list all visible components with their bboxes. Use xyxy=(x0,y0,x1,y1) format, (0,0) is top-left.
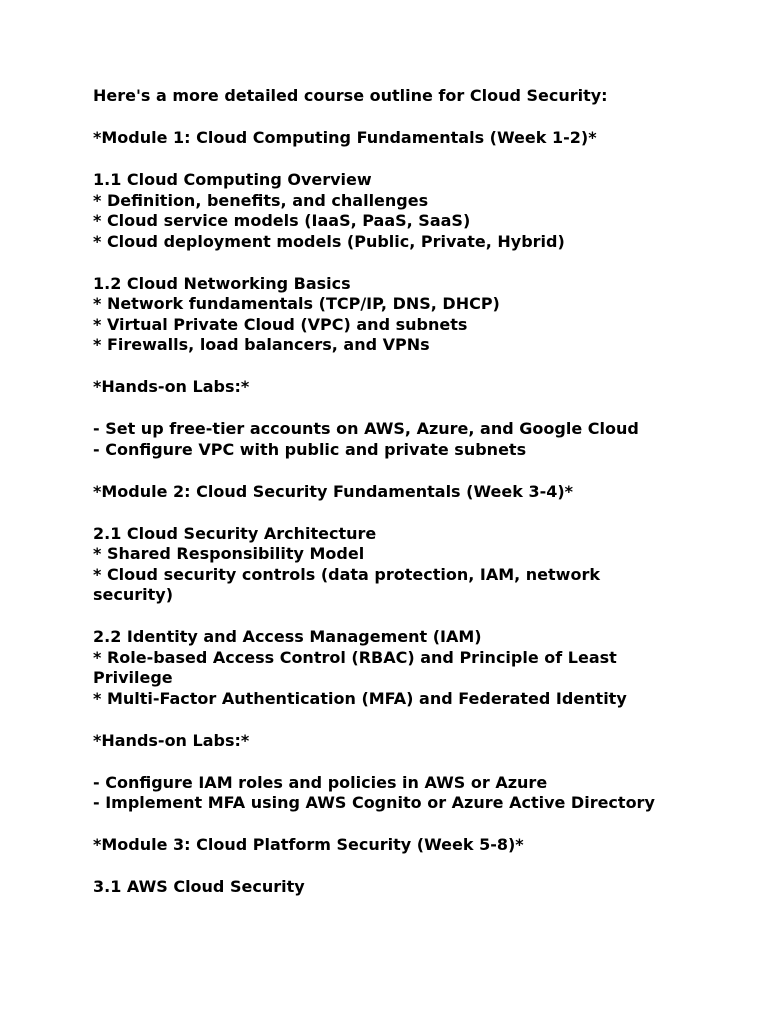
module-1-labs-heading: *Hands-on Labs:* xyxy=(93,377,250,396)
module-2-labs-heading: *Hands-on Labs:* xyxy=(93,730,250,750)
module-1-heading: *Module 1: Cloud Computing Fundamentals (Week 1-2)* xyxy=(93,128,597,147)
lab-item: - Implement MFA using AWS Cognito or Azure Active Directory xyxy=(93,793,655,812)
list-item: * Multi-Factor Authentication (MFA) and Federated Identity xyxy=(93,688,627,708)
list-item: * Shared Responsibility Model xyxy=(93,544,365,563)
list-item: * Virtual Private Cloud (VPC) and subnets xyxy=(93,314,468,334)
document-page xyxy=(93,86,683,898)
section-3-1-title: 3.1 AWS Cloud Security xyxy=(93,877,305,896)
module-2-heading: *Module 2: Cloud Security Fundamentals (Week 3-4)* xyxy=(93,481,574,501)
lab-item: - Set up free-tier accounts on AWS, Azure, and Google Cloud xyxy=(93,419,639,438)
list-item: * Cloud deployment models (Public, Private, Hybrid) xyxy=(93,231,565,251)
intro-text: Here's a more detailed course outline for Cloud Security: xyxy=(93,86,608,105)
lab-item: - Configure IAM roles and policies in AWS or Azure xyxy=(93,772,548,792)
list-item: * Firewalls, load balancers, and VPNs xyxy=(93,335,430,354)
section-2-2-title: 2.2 Identity and Access Management (IAM) xyxy=(93,627,482,646)
section-1-1-title: 1.1 Cloud Computing Overview xyxy=(93,170,372,189)
list-item: * Cloud service models (IaaS, PaaS, SaaS) xyxy=(93,211,471,230)
list-item: * Definition, benefits, and challenges xyxy=(93,190,429,210)
section-2-1-title: 2.1 Cloud Security Architecture xyxy=(93,523,377,543)
list-item: * Network fundamentals (TCP/IP, DNS, DHCP) xyxy=(93,294,500,313)
list-item: * Role-based Access Control (RBAC) and Principle of Least Privilege xyxy=(93,647,623,687)
lab-item: - Configure VPC with public and private subnets xyxy=(93,439,527,459)
list-item: * Cloud security controls (data protection, IAM, network security) xyxy=(93,564,606,604)
module-3-heading: *Module 3: Cloud Platform Security (Week 5-8)* xyxy=(93,835,524,854)
section-1-2-title: 1.2 Cloud Networking Basics xyxy=(93,273,351,293)
